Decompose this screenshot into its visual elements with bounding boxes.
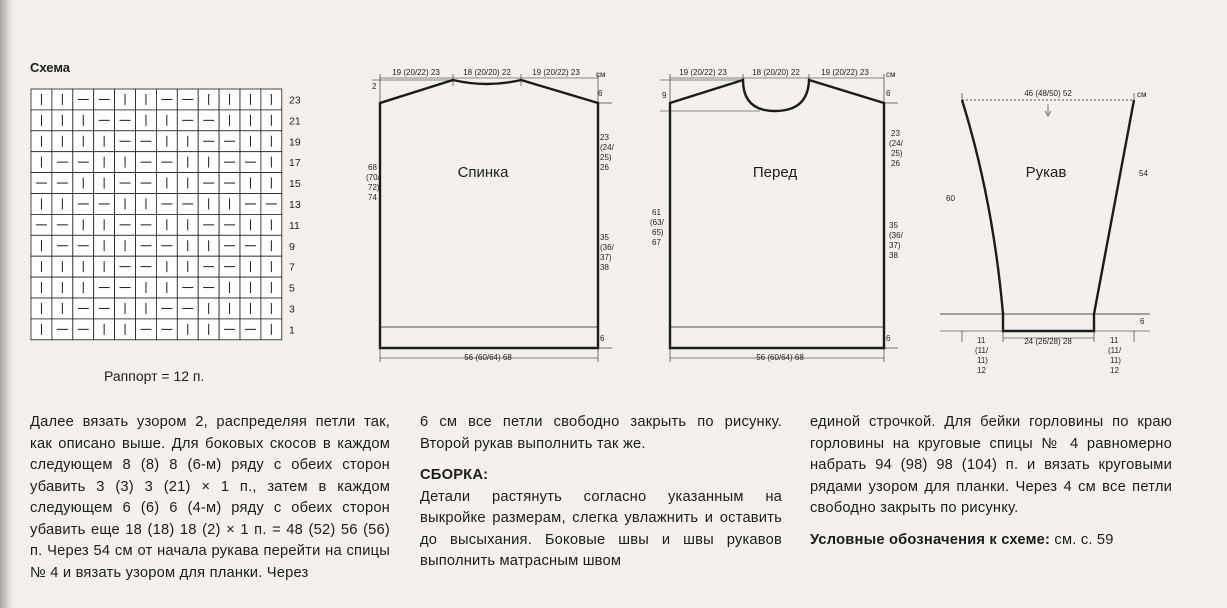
front-height-2: 65) — [652, 228, 664, 237]
sleeve-rib-dim: 6 — [1140, 317, 1145, 326]
text-column-2 — [420, 412, 782, 573]
legend-label: Условные обозначения к схеме: — [810, 531, 1051, 548]
back-side-3: 38 — [600, 263, 609, 272]
text-column-1 — [30, 412, 390, 584]
front-piece-label: Перед — [752, 164, 798, 181]
front-side-2: 37) — [889, 241, 901, 250]
back-side-0: 35 — [600, 233, 609, 242]
front-rib-dim: 6 — [886, 334, 891, 343]
chart-row-label: 7 — [289, 261, 295, 274]
back-unit: см — [596, 70, 606, 79]
back-neck-dim: 18 (20/20) 22 — [463, 68, 511, 77]
front-height-1: (63/ — [650, 218, 664, 227]
text-column-3 — [810, 412, 1172, 551]
back-rib-dim: 6 — [600, 334, 605, 343]
scheme-title: Схема — [30, 60, 71, 75]
back-armhole-2: 25) — [600, 153, 612, 162]
chart-row-label: 11 — [289, 219, 300, 232]
sleeve-left-height: 60 — [946, 194, 955, 203]
knitting-chart — [31, 89, 282, 340]
chart-row-label: 21 — [289, 115, 301, 128]
back-outline — [380, 80, 598, 348]
front-height-0: 61 — [652, 208, 661, 217]
sleeve-right-height: 54 — [1139, 169, 1148, 178]
back-pattern — [372, 74, 612, 362]
front-armhole-2: 25) — [891, 149, 903, 158]
col2-intro: 6 см все петли свободно закрыть по рисунку. Второй рукав выполнить так же. — [420, 414, 782, 452]
assembly-heading: СБОРКА: — [420, 467, 489, 483]
rapport-label: Раппорт = 12 п. — [104, 368, 205, 384]
sleeve-right-bottom-1: (11/ — [1108, 346, 1122, 355]
sleeve-unit: см — [1137, 90, 1147, 99]
sleeve-right-bottom-3: 12 — [1110, 366, 1119, 375]
back-side-1: (36/ — [600, 243, 614, 252]
front-armhole-0: 23 — [891, 129, 900, 138]
sleeve-pattern — [940, 93, 1150, 342]
front-shoulder-right-dim: 19 (20/22) 23 — [821, 68, 869, 77]
chart-row-label: 15 — [289, 178, 301, 191]
back-height-1: (70/ — [366, 173, 380, 182]
back-neck-depth: 2 — [372, 82, 377, 91]
sleeve-piece-label: Рукав — [1025, 164, 1067, 181]
front-side-3: 38 — [889, 251, 898, 260]
legend-line — [810, 530, 1172, 552]
back-height-2: 72) — [368, 183, 380, 192]
front-outline — [670, 80, 884, 348]
back-width-dim: 56 (60/64) 68 — [464, 353, 512, 362]
front-pattern — [660, 74, 898, 362]
front-neck-dim: 18 (20/20) 22 — [752, 68, 800, 77]
chart-row-label: 13 — [289, 198, 301, 211]
chart-row-label: 23 — [289, 94, 301, 107]
front-neck-depth: 9 — [662, 91, 667, 100]
chart-row-label: 3 — [289, 303, 295, 316]
back-piece-label: Спинка — [457, 164, 509, 181]
sleeve-left-bottom-2: 11) — [977, 356, 988, 365]
back-shoulder-left-dim: 19 (20/22) 23 — [392, 68, 440, 77]
sleeve-left-bottom-1: (11/ — [975, 346, 989, 355]
sleeve-left-bottom-0: 11 — [977, 336, 986, 345]
sleeve-left-bottom-3: 12 — [977, 366, 986, 375]
back-armhole-1: (24/ — [600, 143, 614, 152]
chart-row-label: 5 — [289, 282, 295, 295]
front-height-3: 67 — [652, 238, 661, 247]
sleeve-top-width-dim: 46 (48/50) 52 — [1024, 89, 1072, 98]
front-side-1: (36/ — [889, 231, 903, 240]
back-shoulder-right-dim: 19 (20/22) 23 — [532, 68, 580, 77]
chart-row-label: 9 — [289, 240, 295, 253]
col1-paragraph: Далее вязать узором 2, распределяя петли так, как описано выше. Для боковых скосов в каждом следующем 8 (8) 8 (6-м) ряду с обеих сторон убавить 3 (3) 3 (21) × 1 п., затем в каждом следующем 6 (6) 6 (4-м) ряду с обеих сторон убавить еще 18 (18) 18 (2) × 1 п. = 48 (52) 56 (56) п. Через 54 см от начала рукава перейти на спицы № 4 и вязать узором для планки. Через — [30, 414, 390, 581]
back-height-0: 68 — [368, 163, 377, 172]
legend-ref: см. с. 59 — [1054, 531, 1114, 548]
col2-assembly: Детали растянуть согласно указанным на выкройке размерам, слегка увлажнить и оставить до высыхания. Боковые швы и швы рукавов выполнить матрасным швом — [420, 488, 782, 569]
front-shoulder-left-dim: 19 (20/22) 23 — [679, 68, 727, 77]
sleeve-right-bottom-0: 11 — [1110, 336, 1119, 345]
front-width-dim: 56 (60/64) 68 — [756, 353, 804, 362]
front-armhole-1: (24/ — [889, 139, 903, 148]
chart-row-labels — [289, 94, 301, 336]
sleeve-right-bottom-2: 11) — [1110, 356, 1121, 365]
back-armhole-0: 23 — [600, 133, 609, 142]
col3-paragraph: единой строчкой. Для бейки горловины по краю горловины на круговые спицы № 4 равномерно набрать 94 (98) 98 (104) п. и вязать круговыми рядами узором для планки. Через 4 см все петли свободно закрыть по рисунку. — [810, 414, 1172, 516]
back-height-3: 74 — [368, 193, 377, 202]
back-shoulder-drop: 6 — [598, 89, 603, 98]
sleeve-outline — [962, 100, 1134, 331]
front-shoulder-drop: 6 — [886, 89, 891, 98]
chart-row-label: 1 — [289, 324, 295, 337]
sleeve-cuff-width-dim: 24 (26/28) 28 — [1024, 337, 1072, 346]
front-armhole-3: 26 — [891, 159, 900, 168]
front-unit: см — [886, 70, 896, 79]
chart-row-label: 19 — [289, 136, 301, 149]
chart-row-label: 17 — [289, 157, 301, 170]
front-side-0: 35 — [889, 221, 898, 230]
back-side-2: 37) — [600, 253, 612, 262]
back-armhole-3: 26 — [600, 163, 609, 172]
